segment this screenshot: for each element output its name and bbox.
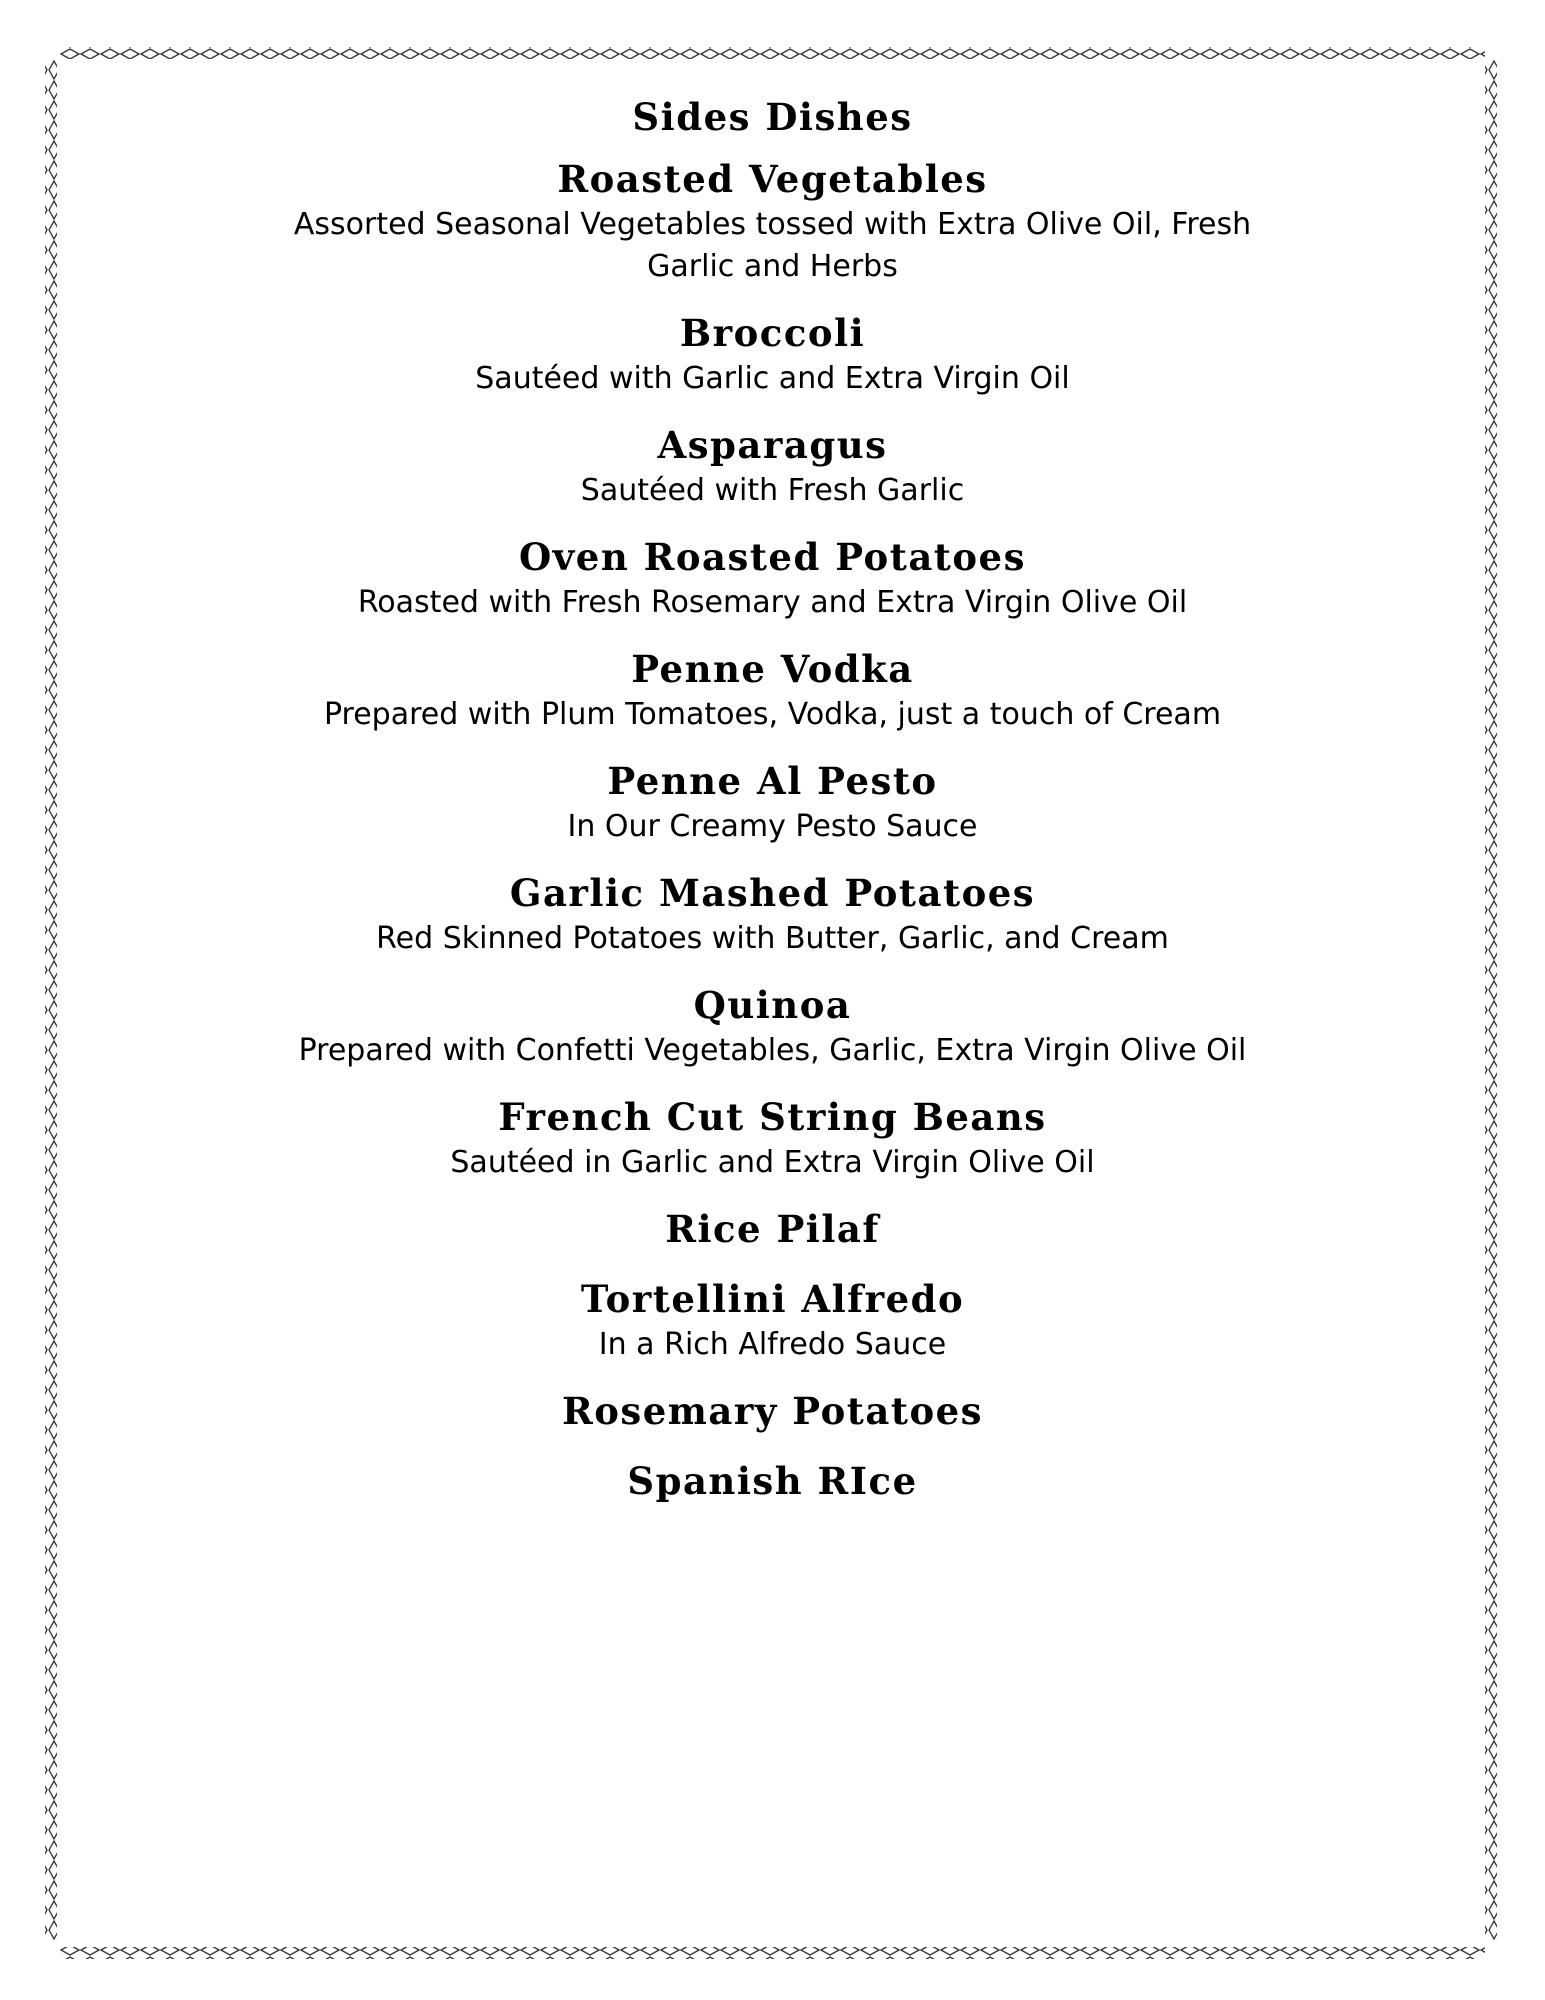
dish-name: Rice Pilaf	[665, 1207, 880, 1251]
dish-item	[120, 1386, 1425, 1436]
dish-item	[120, 756, 1425, 848]
dish-item	[120, 1274, 1425, 1366]
border-bottom	[60, 1947, 1485, 1959]
dish-item	[120, 308, 1425, 400]
dish-description: Sautéed with Fresh Garlic	[580, 473, 965, 508]
dish-description: In Our Creamy Pesto Sauce	[567, 809, 978, 844]
dish-item	[120, 532, 1425, 624]
dish-name: Garlic Mashed Potatoes	[509, 871, 1036, 915]
dish-name: Roasted Vegetables	[557, 157, 988, 201]
dish-item	[120, 1204, 1425, 1254]
dish-description: Roasted with Fresh Rosemary and Extra Virgin Olive Oil	[357, 585, 1188, 620]
dish-item	[120, 1456, 1425, 1506]
dish-name: French Cut String Beans	[498, 1095, 1047, 1139]
border-top	[60, 47, 1485, 59]
border-left	[45, 60, 57, 1940]
dish-description: Sautéed with Garlic and Extra Virgin Oil	[475, 361, 1070, 396]
menu-content	[120, 90, 1425, 1526]
dish-name: Penne Al Pesto	[607, 759, 938, 803]
dish-name: Penne Vodka	[631, 647, 914, 691]
dish-item	[120, 868, 1425, 960]
dish-description: In a Rich Alfredo Sauce	[598, 1327, 947, 1362]
dish-name: Spanish RIce	[627, 1459, 918, 1503]
dish-name: Asparagus	[657, 423, 888, 467]
dish-description: Prepared with Confetti Vegetables, Garlic, Extra Virgin Olive Oil	[298, 1033, 1247, 1068]
page-title: Sides Dishes	[632, 95, 913, 139]
dish-item	[120, 644, 1425, 736]
dish-item	[120, 1092, 1425, 1184]
dish-description: Prepared with Plum Tomatoes, Vodka, just a touch of Cream	[323, 697, 1222, 732]
dish-description: Sautéed in Garlic and Extra Virgin Olive Oil	[450, 1145, 1095, 1180]
dish-name: Broccoli	[679, 311, 866, 355]
dish-item	[120, 420, 1425, 512]
dish-description: Assorted Seasonal Vegetables tossed with Extra Olive Oil, Fresh Garlic and Herbs	[293, 207, 1252, 284]
dish-item	[120, 154, 1425, 288]
dish-name: Tortellini Alfredo	[580, 1277, 965, 1321]
dish-name: Oven Roasted Potatoes	[519, 535, 1026, 579]
dish-description: Red Skinned Potatoes with Butter, Garlic, and Cream	[376, 921, 1169, 956]
dish-item	[120, 980, 1425, 1072]
border-right	[1485, 60, 1497, 1940]
dish-name: Rosemary Potatoes	[561, 1389, 983, 1433]
dish-name: Quinoa	[693, 983, 852, 1027]
